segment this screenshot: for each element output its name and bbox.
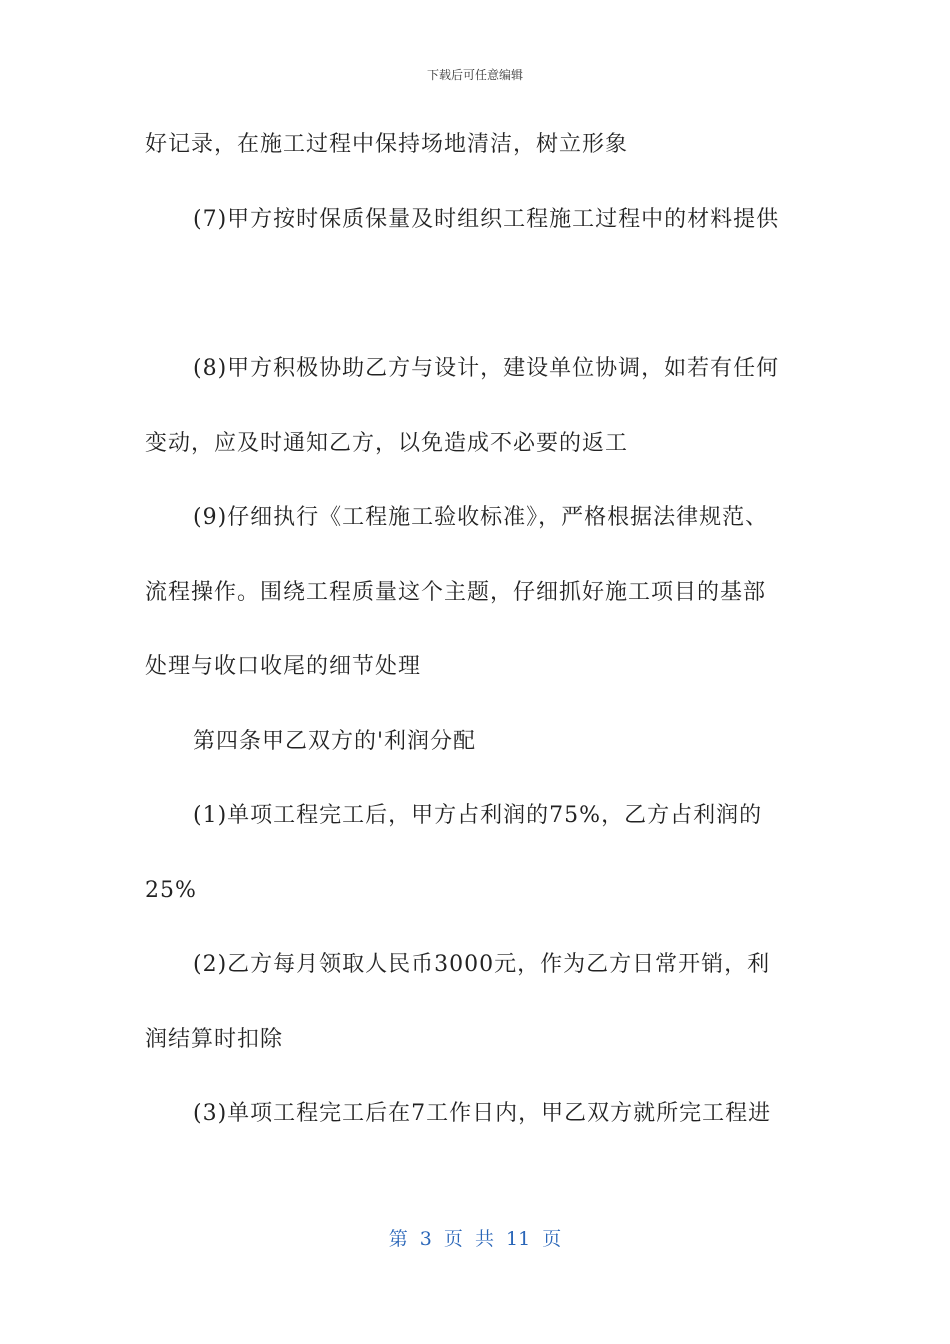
body-line: 流程操作。围绕工程质量这个主题，仔细抓好施工项目的基部 — [145, 580, 767, 605]
body-line: 25% — [145, 878, 197, 903]
body-line: (1)单项工程完工后，甲方占利润的75%，乙方占利润的 — [193, 803, 763, 828]
body-line: (8)甲方积极协助乙方与设计，建设单位协调，如若有任何 — [193, 356, 780, 381]
body-line: 润结算时扣除 — [145, 1027, 284, 1052]
body-line: (9)仔细执行《工程施工验收标准》，严格根据法律规范、 — [193, 505, 769, 530]
body-line: (2)乙方每月领取人民币3000元，作为乙方日常开销，利 — [193, 952, 771, 977]
body-line: 处理与收口收尾的细节处理 — [145, 654, 422, 679]
page-indicator: 第 3 页 共 11 页 — [388, 1228, 562, 1250]
page-header-note: 下载后可任意编辑 — [426, 68, 523, 82]
body-line: 变动，应及时通知乙方，以免造成不必要的返工 — [145, 431, 629, 456]
section-heading: 第四条甲乙双方的'利润分配 — [193, 729, 477, 754]
body-line: (7)甲方按时保质保量及时组织工程施工过程中的材料提供 — [193, 207, 780, 232]
body-line: 好记录，在施工过程中保持场地清洁，树立形象 — [145, 132, 629, 157]
body-line: (3)单项工程完工后在7工作日内，甲乙双方就所完工程进 — [193, 1101, 772, 1126]
